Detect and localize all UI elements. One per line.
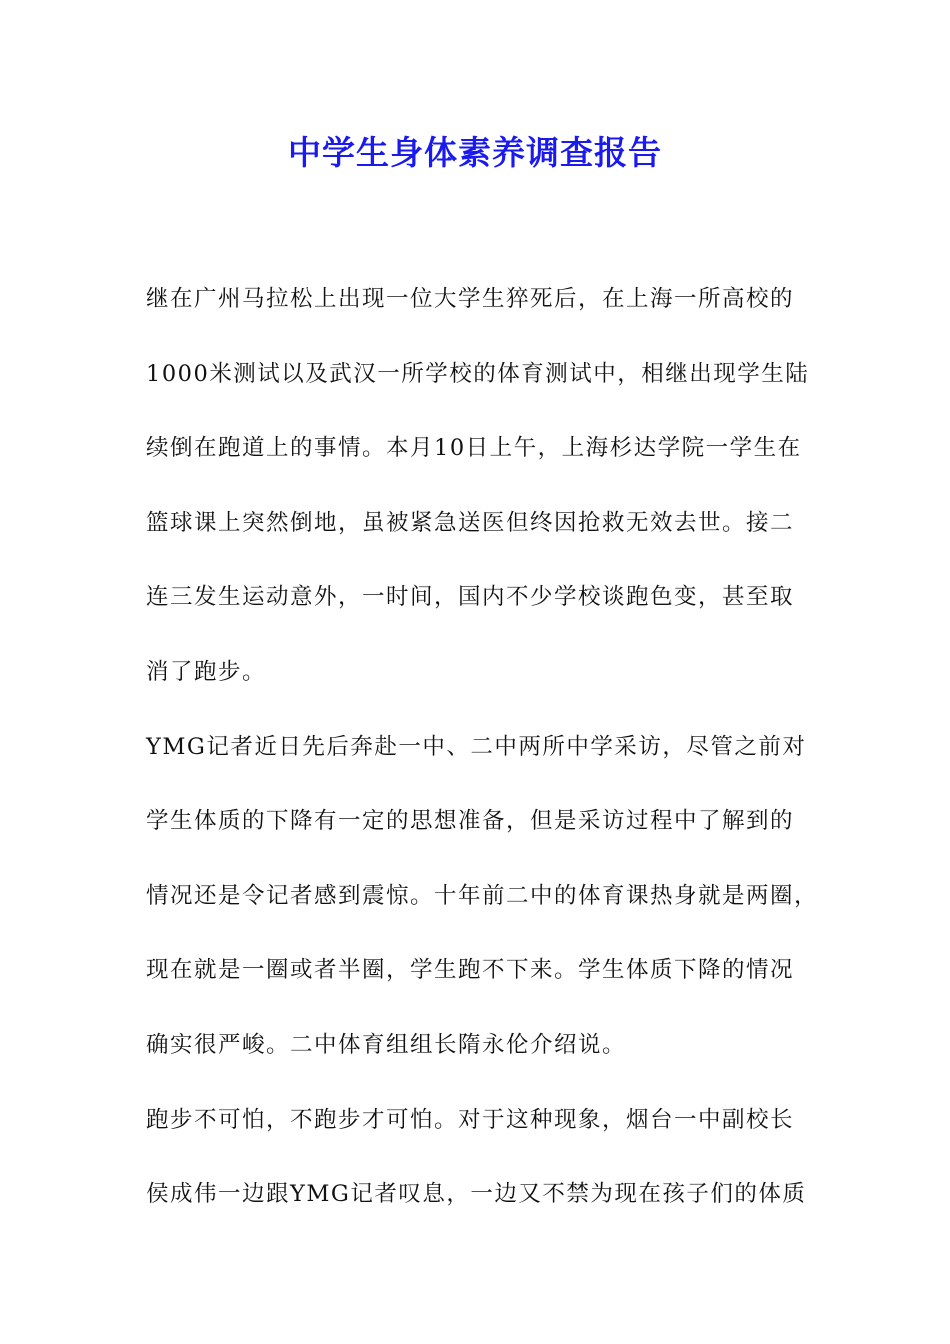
text-line: 连三发生运动意外，一时间，国内不少学校谈跑色变，甚至取 xyxy=(146,584,795,611)
text-line: 篮球课上突然倒地，虽被紧急送医但终因抢救无效去世。接二 xyxy=(146,509,795,536)
text-line: 学生体质的下降有一定的思想准备，但是采访过程中了解到的 xyxy=(146,808,795,835)
text-line: 1000米测试以及武汉一所学校的体育测试中，相继出现学生陆 xyxy=(146,360,810,387)
text-line: 侯成伟一边跟YMG记者叹息，一边又不禁为现在孩子们的体质 xyxy=(146,1181,807,1208)
text-line: 现在就是一圈或者半圈，学生跑不下来。学生体质下降的情况 xyxy=(146,957,795,984)
text-line: 继在广州马拉松上出现一位大学生猝死后，在上海一所高校的 xyxy=(146,286,795,312)
document-title: 中学生身体素养调查报告 xyxy=(288,133,662,172)
text-line: YMG记者近日先后奔赴一中、二中两所中学采访，尽管之前对 xyxy=(146,733,807,760)
text-line: 跑步不可怕，不跑步才可怕。对于这种现象，烟台一中副校长 xyxy=(146,1106,795,1133)
text-line: 续倒在跑道上的事情。本月10日上午，上海杉达学院一学生在 xyxy=(146,435,802,462)
text-line: 确实很严峻。二中体育组组长隋永伦介绍说。 xyxy=(146,1031,627,1058)
text-line: 消了跑步。 xyxy=(146,658,267,685)
text-line: 情况还是令记者感到震惊。十年前二中的体育课热身就是两圈， xyxy=(146,882,819,909)
document-body xyxy=(146,262,819,1232)
